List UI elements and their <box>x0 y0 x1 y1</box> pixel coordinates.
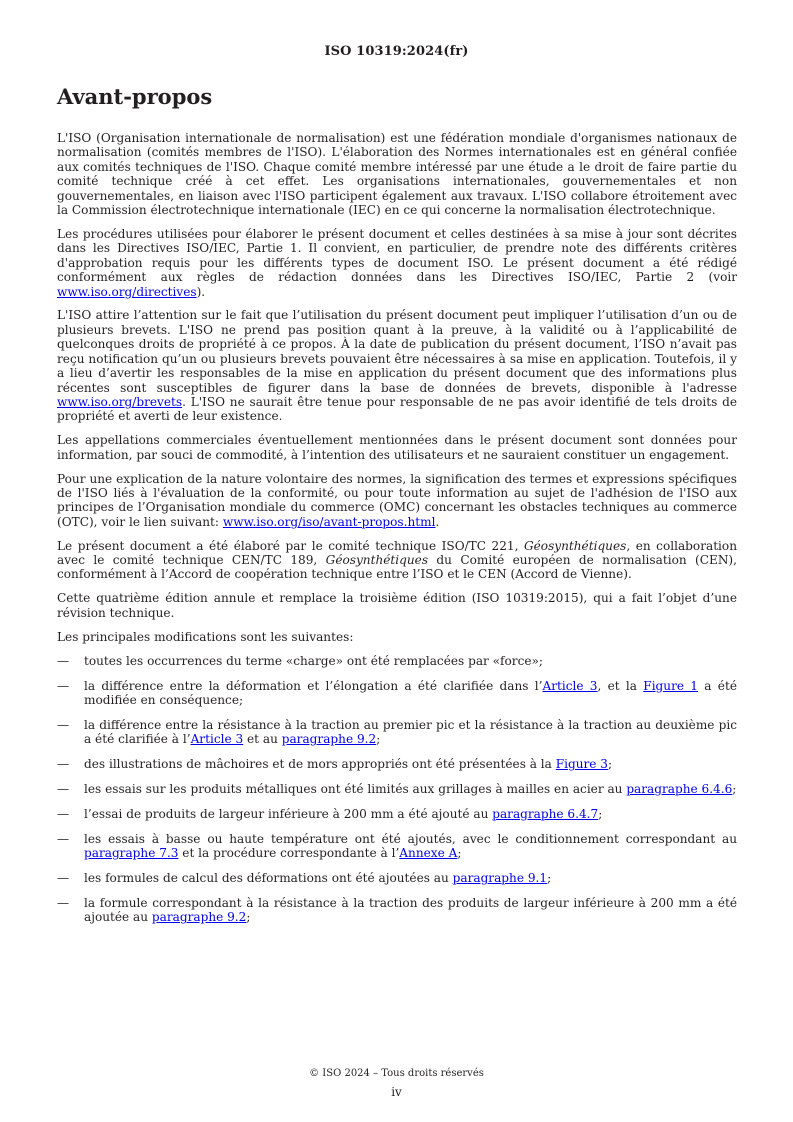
paragraph-6-4-6-link[interactable]: paragraphe 6.4.6 <box>626 782 733 797</box>
list-item: — les essais sur les produits métalliques ont été limités aux grillages à mailles en acier au paragraphe 6.4.6; <box>57 782 737 797</box>
paragraph: Les principales modifications sont les suivantes: <box>57 629 354 644</box>
paragraph: L'ISO (Organisation internationale de normalisation) est une fédération mondiale d'organismes nationaux de normalisation (comités membres de l'ISO). L'élaboration des Normes internationales est en général confiée aux comités techniques de l'ISO. Chaque comité membre intéressé par une étude a le droit de faire partie du comité technique créé à cet effet. Les organisations internationales, gouvernementales et non gouvernementales, en liaison avec l'ISO participent également aux travaux. L'ISO collabore étroitement avec la Commission électrotechnique internationale (IEC) en ce qui concerne la normalisation électrotechnique. <box>57 131 737 218</box>
list-item: — la différence entre la résistance à la traction au premier pic et la résistance à la traction au deuxième pic a été clarifiée à l’Article 3 et au paragraphe 9.2; <box>57 717 737 747</box>
figure-1-link[interactable]: Figure 1 <box>643 678 699 693</box>
paragraph-9-2-link[interactable]: paragraphe 9.2 <box>281 732 377 747</box>
article-3-link[interactable]: Article 3 <box>542 678 598 693</box>
list-item: — toutes les occurrences du terme «charge» ont été remplacées par «force»; <box>57 653 543 668</box>
paragraph: L'ISO attire l’attention sur le fait que l’utilisation du présent document peut impliquer l’utilisation d’un ou de plusieurs brevets. L'ISO ne prend pas position quant à la preuve, à la validité ou à l’applicabilité de quelconques droits de propriété à ce propos. À la date de publication du présent document, l’ISO n’avait pas reçu notification qu’un ou plusieurs brevets pouvaient être nécessaires à sa mise en application. Toutefois, il y a lieu d’avertir les responsables de la mise en application du présent document que des informations plus récentes sont susceptibles de figurer dans la base de données de brevets, disponible à l'adresse www.iso.org/brevets. L'ISO ne saurait être tenue pour responsable de ne pas avoir identifié de tels droits de propriété et averti de leur existence. <box>57 308 737 424</box>
list-item: — la formule correspondant à la résistance à la traction des produits de largeur inférieure à 200 mm a été ajoutée au paragraphe 9.2; <box>57 896 737 925</box>
list-item: — les formules de calcul des déformations ont été ajoutées au paragraphe 9.1; <box>57 871 552 886</box>
copyright-footer: © ISO 2024 – Tous droits réservés <box>309 1068 484 1079</box>
paragraph: Le présent document a été élaboré par le comité technique ISO/TC 221, Géosynthétiques, en collaboration avec le comité technique CEN/TC 189, Géosynthétiques du Comité européen de normalisation (CEN), conformément à l’Accord de coopération technique entre l’ISO et le CEN (Accord de Vienne). <box>57 538 737 582</box>
paragraph: Les appellations commerciales éventuellement mentionnées dans le présent document sont données pour information, par souci de commodité, à l’intention des utilisateurs et ne sauraient constituer un engagement. <box>57 433 737 462</box>
list-item: — l’essai de produits de largeur inférieure à 200 mm a été ajouté au paragraphe 6.4.7; <box>57 806 603 821</box>
foreword-link[interactable]: www.iso.org/iso/avant-propos.html <box>222 514 436 529</box>
paragraph-7-3-link[interactable]: paragraphe 7.3 <box>84 846 179 861</box>
patents-link[interactable]: www.iso.org/brevets <box>57 394 183 409</box>
paragraph: Les procédures utilisées pour élaborer le présent document et celles destinées à sa mise à jour sont décrites dans les Directives ISO/IEC, Partie 1. Il convient, en particulier, de prendre note des différents critères d'approbation requis pour les différents types de document ISO. Le présent document a été rédigé conformément aux règles de rédaction données dans les Directives ISO/IEC, Partie 2 (voir www.iso.org/directives). <box>57 226 737 299</box>
list-item: — les essais à basse ou haute température ont été ajoutés, avec le conditionnement correspondant au paragraphe 7.3 et la procédure correspondante à l’Annexe A; <box>57 831 737 861</box>
page-number: iv <box>391 1085 402 1099</box>
paragraph-9-1-link[interactable]: paragraphe 9.1 <box>452 871 548 886</box>
paragraph: Cette quatrième édition annule et remplace la troisième édition (ISO 10319:2015), qui a fait l’objet d’une révision technique. <box>57 591 737 620</box>
paragraph: Pour une explication de la nature volontaire des normes, la signification des termes et expressions spécifiques de l'ISO liés à l'évaluation de la conformité, ou pour toute information au sujet de l'adhésion de l'ISO aux principes de l’Organisation mondiale du commerce (OMC) concernant les obstacles techniques au commerce (OTC), voir le lien suivant: www.iso.org/iso/avant-propos.html. <box>57 471 737 529</box>
foreword-body <box>57 131 737 935</box>
list-item: — la différence entre la déformation et l’élongation a été clarifiée dans l’Article 3, et la Figure 1 a été modifiée en conséquence; <box>57 678 737 707</box>
annex-a-link[interactable]: Annexe A <box>399 846 458 861</box>
article-3-link[interactable]: Article 3 <box>190 732 244 747</box>
paragraph-6-4-7-link[interactable]: paragraphe 6.4.7 <box>492 806 599 821</box>
page-title: Avant-propos <box>57 84 213 109</box>
document-id-header: ISO 10319:2024(fr) <box>324 44 469 59</box>
list-item: — des illustrations de mâchoires et de mors appropriés ont été présentées à la Figure 3; <box>57 757 613 772</box>
figure-3-link[interactable]: Figure 3 <box>555 757 609 772</box>
paragraph-9-2-link[interactable]: paragraphe 9.2 <box>151 910 247 925</box>
modifications-list <box>57 654 737 925</box>
directives-link[interactable]: www.iso.org/directives <box>57 284 197 299</box>
